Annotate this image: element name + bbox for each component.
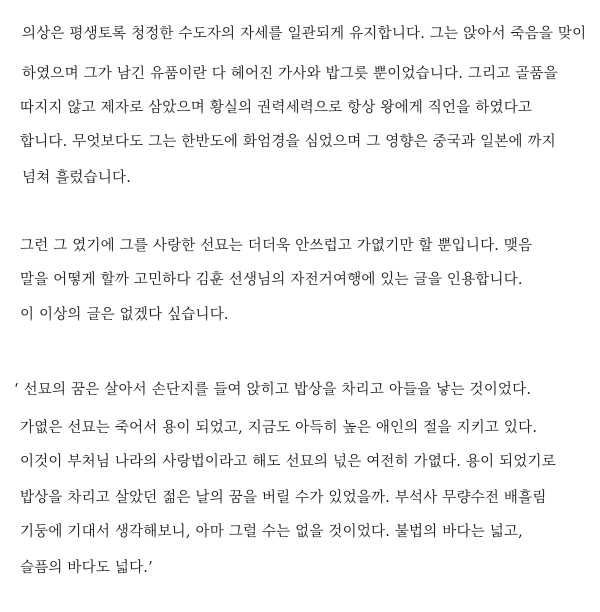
text-line: 넘쳐 흘렀습니다. <box>22 170 132 186</box>
text-line: 합니다. 무엇보다도 그는 한반도에 화엄경을 심었으며 그 영향은 중국과 일본에 까지 <box>20 134 556 150</box>
text-line: 따지지 않고 제자로 삼았으며 황실의 권력세력으로 항상 왕에게 직언을 하였다고 <box>20 100 533 116</box>
quote-line: 이것이 부처님 나라의 사랑법이라고 해도 선묘의 넋은 여전히 가엾다. 용이 되었기로 <box>20 454 556 470</box>
quote-line: 슬픔의 바다도 넓다.’ <box>20 560 153 576</box>
text-line: 말을 어떻게 할까 고민하다 김훈 선생님의 자전거여행에 있는 글을 인용합니다. <box>20 272 523 288</box>
text-line: 이 이상의 글은 없겠다 싶습니다. <box>20 307 229 323</box>
text-line: 하였으며 그가 남긴 유품이란 다 헤어진 가사와 밥그릇 뿐이었습니다. 그리고 골품을 <box>22 66 558 82</box>
text-line: 그런 그 였기에 그를 사랑한 선묘는 더더욱 안쓰럽고 가엾기만 할 뿐입니다. 맺음 <box>20 238 533 254</box>
text-line: 의상은 평생토록 청정한 수도자의 자세를 일관되게 유지합니다. 그는 앉아서 죽음을 맞이 <box>22 26 587 42</box>
quote-line: 밥상을 차리고 살았던 젊은 날의 꿈을 버릴 수가 있었을까. 부석사 무량수전 배흘림 <box>20 490 547 506</box>
quote-line: ‘ 선묘의 꿈은 살아서 손단지를 들여 앉히고 밥상을 차리고 아들을 낳는 것이었다. <box>14 382 532 398</box>
quote-line: 기둥에 기대서 생각해보니, 아마 그럴 수는 없을 것이었다. 불법의 바다는 넓고, <box>20 524 523 540</box>
quote-line: 가엾은 선묘는 죽어서 용이 되었고, 지금도 아득히 높은 애인의 절을 지키고 있다. <box>20 420 538 436</box>
